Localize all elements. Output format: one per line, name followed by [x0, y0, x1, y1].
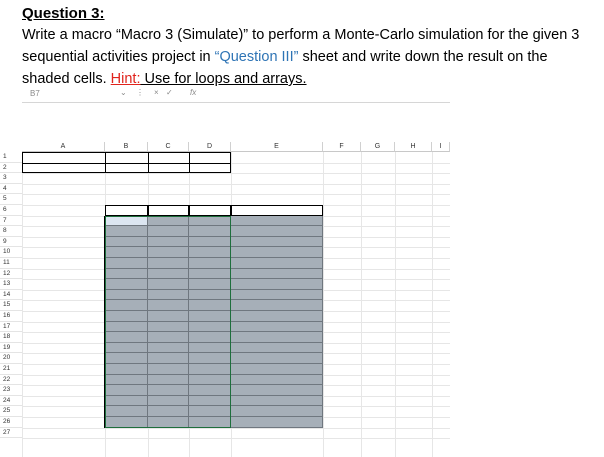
shaded-cell[interactable] [231, 247, 323, 258]
row-header-4[interactable]: 4 [0, 184, 22, 195]
cancel-icon[interactable]: × [154, 88, 159, 97]
row-header-24[interactable]: 24 [0, 396, 22, 407]
shaded-cell[interactable] [231, 396, 323, 407]
row-header-9[interactable]: 9 [0, 237, 22, 248]
row-header-6[interactable]: 6 [0, 205, 22, 216]
shaded-cell[interactable] [231, 332, 323, 343]
grid-line [22, 194, 450, 195]
grid-line [22, 184, 450, 185]
column-header-b[interactable]: B [105, 142, 148, 152]
question-text-1: Write a macro “Macro 3 (Simulate)” to perform a Monte-Carlo simulation for the given 3 sequential activities project in [22, 27, 580, 65]
check-icon[interactable]: ✓ [166, 88, 173, 97]
row-header-14[interactable]: 14 [0, 290, 22, 301]
row-header-8[interactable]: 8 [0, 226, 22, 237]
row-header-1[interactable]: 1 [0, 152, 22, 163]
itr-column-border [22, 216, 105, 428]
row-header-18[interactable]: 18 [0, 332, 22, 343]
column-header-g[interactable]: G [361, 142, 395, 152]
excel-screenshot [0, 88, 450, 457]
row-header-12[interactable]: 12 [0, 269, 22, 280]
sheet-name: “Question III” [214, 49, 299, 65]
row-header-25[interactable]: 25 [0, 406, 22, 417]
shaded-cell[interactable] [231, 258, 323, 269]
row-header-2[interactable]: 2 [0, 163, 22, 174]
hint-label: Hint: [110, 71, 141, 87]
shaded-cell[interactable] [231, 290, 323, 301]
row-header-3[interactable]: 3 [0, 173, 22, 184]
chevron-down-icon[interactable]: ⌄ [120, 88, 127, 97]
sim-header-border [189, 205, 231, 216]
grid-line [361, 152, 362, 457]
row-header-21[interactable]: 21 [0, 364, 22, 375]
shaded-cell[interactable] [231, 216, 323, 227]
shaded-cell[interactable] [231, 237, 323, 248]
shaded-cell[interactable] [231, 364, 323, 375]
row-header-17[interactable]: 17 [0, 322, 22, 333]
question-heading: Question 3: [22, 5, 105, 22]
hint-text: Use for loops and arrays. [140, 71, 307, 87]
row-header-11[interactable]: 11 [0, 258, 22, 269]
sim-header-border [148, 205, 189, 216]
column-header-a[interactable]: A [22, 142, 105, 152]
row-header-7[interactable]: 7 [0, 216, 22, 227]
shaded-cell[interactable] [231, 300, 323, 311]
fx-icon[interactable]: fx [190, 88, 197, 97]
column-header-e[interactable]: E [231, 142, 323, 152]
grid-line [22, 438, 450, 439]
column-header-h[interactable]: H [395, 142, 432, 152]
question-body [22, 24, 597, 90]
row-header-19[interactable]: 19 [0, 343, 22, 354]
grid-line [22, 428, 450, 429]
row-header-20[interactable]: 20 [0, 353, 22, 364]
formula-bar [22, 88, 450, 103]
name-box[interactable]: B7 [30, 89, 40, 98]
column-header-f[interactable]: F [323, 142, 361, 152]
selection-range [105, 216, 231, 428]
column-header-d[interactable]: D [189, 142, 231, 152]
row-header-16[interactable]: 16 [0, 311, 22, 322]
column-header-i[interactable]: I [432, 142, 450, 152]
row-header-15[interactable]: 15 [0, 300, 22, 311]
grid-line [432, 152, 433, 457]
row-header-27[interactable]: 27 [0, 428, 22, 439]
grid-line [22, 173, 450, 174]
shaded-cell[interactable] [231, 343, 323, 354]
question-text-2: sheet and write down the result on the shaded cells. [22, 49, 548, 87]
table-divider [22, 163, 231, 164]
sim-header-border [231, 205, 323, 216]
shaded-cell[interactable] [231, 353, 323, 364]
row-header-26[interactable]: 26 [0, 417, 22, 428]
grid-line [323, 152, 324, 457]
more-icon: ⋮ [136, 88, 144, 97]
sim-header-border [105, 205, 148, 216]
shaded-cell[interactable] [231, 279, 323, 290]
row-header-13[interactable]: 13 [0, 279, 22, 290]
shaded-cell[interactable] [231, 375, 323, 386]
row-header-10[interactable]: 10 [0, 247, 22, 258]
column-header-c[interactable]: C [148, 142, 189, 152]
shaded-cell[interactable] [231, 226, 323, 237]
shaded-cell[interactable] [231, 406, 323, 417]
shaded-cell[interactable] [231, 311, 323, 322]
row-header-5[interactable]: 5 [0, 194, 22, 205]
shaded-cell[interactable] [231, 417, 323, 428]
grid-line [395, 152, 396, 457]
shaded-cell[interactable] [231, 269, 323, 280]
shaded-cell[interactable] [231, 385, 323, 396]
row-header-22[interactable]: 22 [0, 375, 22, 386]
shaded-cell[interactable] [231, 322, 323, 333]
row-header-23[interactable]: 23 [0, 385, 22, 396]
